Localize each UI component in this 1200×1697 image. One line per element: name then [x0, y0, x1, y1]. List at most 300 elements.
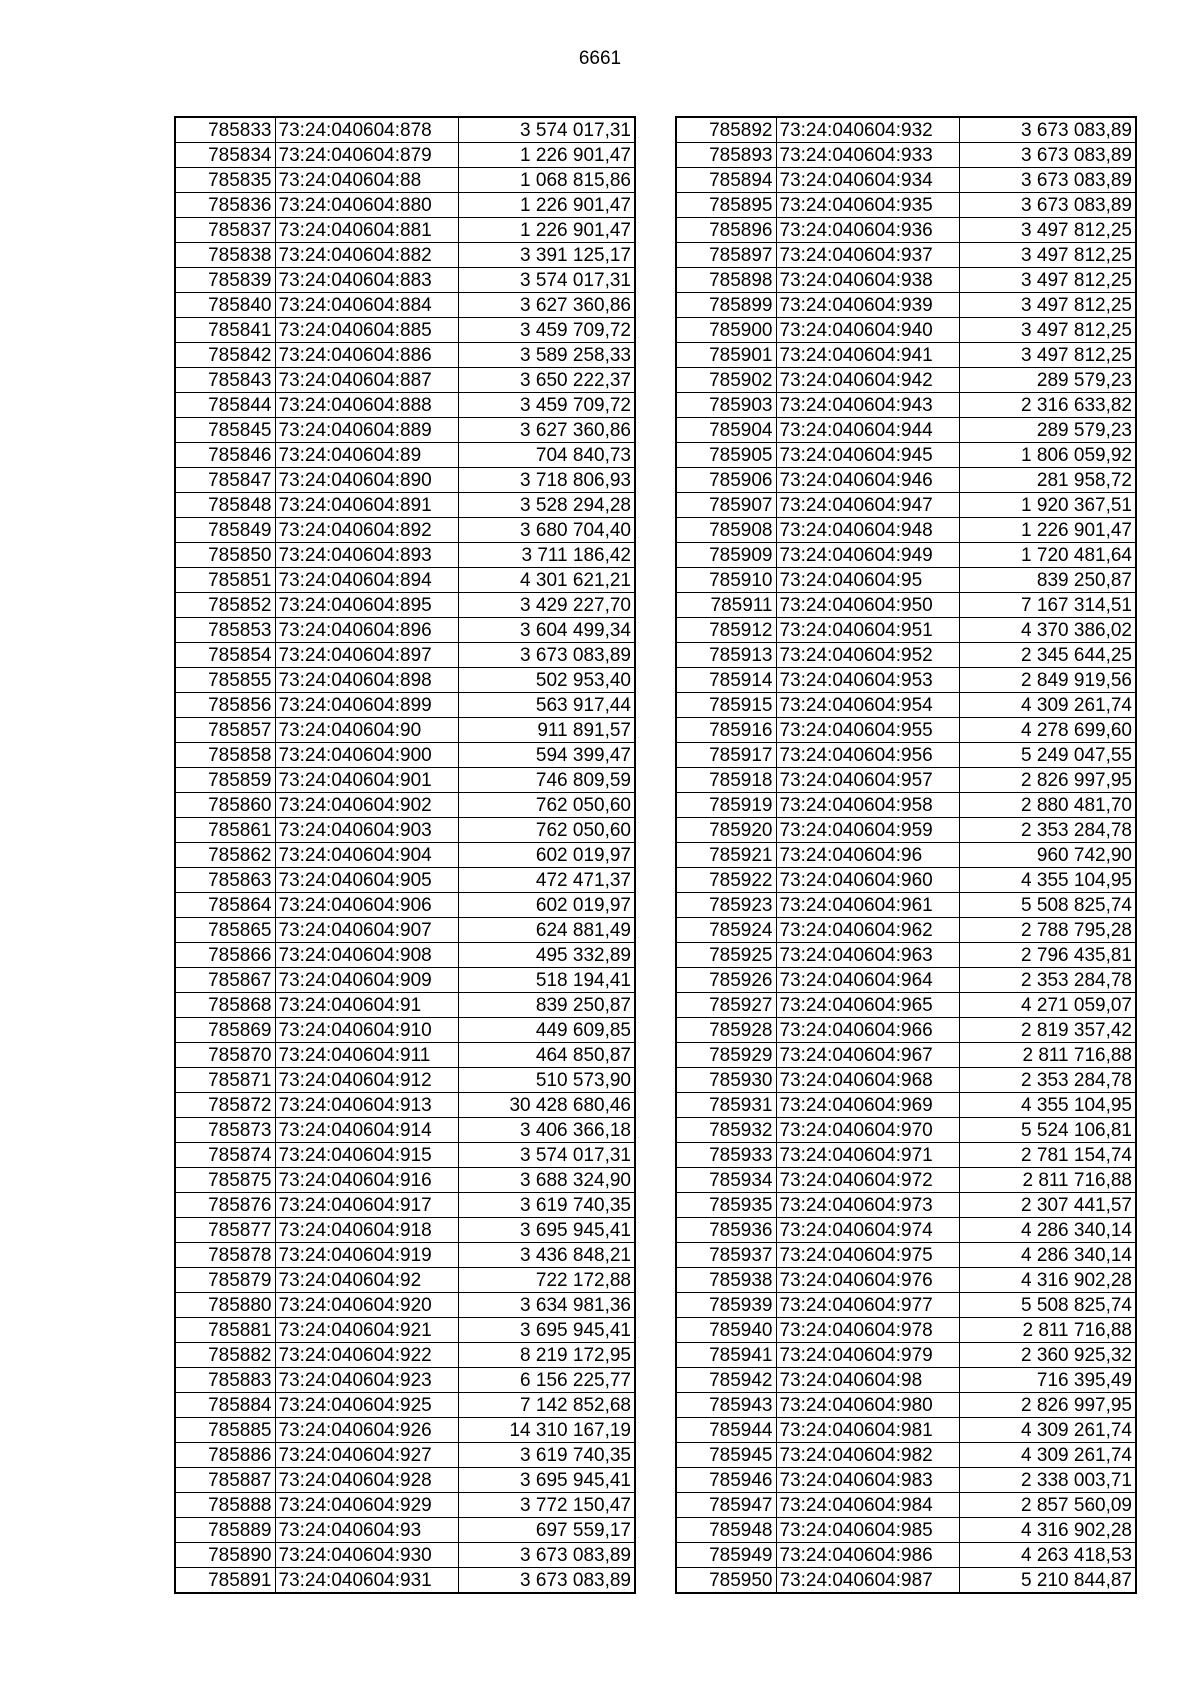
cadastral-value-cell: 2 880 481,70 — [959, 793, 1136, 818]
cadastral-value-cell: 4 355 104,95 — [959, 1093, 1136, 1118]
cadastral-number-cell: 73:24:040604:909 — [275, 968, 458, 993]
cadastral-number-cell: 73:24:040604:892 — [275, 518, 458, 543]
table-row — [175, 493, 635, 518]
cadastral-value-cell: 3 459 709,72 — [458, 318, 635, 343]
table-row — [676, 1068, 1136, 1093]
cadastral-number-cell: 73:24:040604:947 — [776, 493, 959, 518]
table-row — [175, 968, 635, 993]
cadastral-value-cell: 449 609,85 — [458, 1018, 635, 1043]
cadastral-value-cell: 2 796 435,81 — [959, 943, 1136, 968]
cadastral-number-cell: 73:24:040604:956 — [776, 743, 959, 768]
cadastral-value-cell: 3 695 945,41 — [458, 1318, 635, 1343]
cadastral-number-cell: 73:24:040604:985 — [776, 1518, 959, 1543]
row-number-cell: 785930 — [676, 1068, 776, 1093]
table-row — [175, 1093, 635, 1118]
row-number-cell: 785860 — [175, 793, 275, 818]
cadastral-number-cell: 73:24:040604:908 — [275, 943, 458, 968]
cadastral-number-cell: 73:24:040604:891 — [275, 493, 458, 518]
cadastral-number-cell: 73:24:040604:954 — [776, 693, 959, 718]
cadastral-number-cell: 73:24:040604:941 — [776, 343, 959, 368]
row-number-cell: 785931 — [676, 1093, 776, 1118]
row-number-cell: 785915 — [676, 693, 776, 718]
cadastral-number-cell: 73:24:040604:932 — [776, 117, 959, 143]
cadastral-value-cell: 2 811 716,88 — [959, 1318, 1136, 1343]
row-number-cell: 785889 — [175, 1518, 275, 1543]
row-number-cell: 785923 — [676, 893, 776, 918]
row-number-cell: 785935 — [676, 1193, 776, 1218]
cadastral-value-cell: 289 579,23 — [959, 368, 1136, 393]
cadastral-number-cell: 73:24:040604:986 — [776, 1543, 959, 1568]
cadastral-value-cell: 624 881,49 — [458, 918, 635, 943]
row-number-cell: 785835 — [175, 168, 275, 193]
row-number-cell: 785937 — [676, 1243, 776, 1268]
cadastral-value-cell: 3 497 812,25 — [959, 268, 1136, 293]
cadastral-value-cell: 3 459 709,72 — [458, 393, 635, 418]
cadastral-number-cell: 73:24:040604:983 — [776, 1468, 959, 1493]
cadastral-number-cell: 73:24:040604:975 — [776, 1243, 959, 1268]
cadastral-number-cell: 73:24:040604:917 — [275, 1193, 458, 1218]
row-number-cell: 785833 — [175, 117, 275, 143]
cadastral-value-cell: 4 316 902,28 — [959, 1518, 1136, 1543]
cadastral-number-cell: 73:24:040604:887 — [275, 368, 458, 393]
cadastral-value-cell: 3 688 324,90 — [458, 1168, 635, 1193]
row-number-cell: 785928 — [676, 1018, 776, 1043]
cadastral-number-cell: 73:24:040604:938 — [776, 268, 959, 293]
cadastral-number-cell: 73:24:040604:914 — [275, 1118, 458, 1143]
cadastral-number-cell: 73:24:040604:902 — [275, 793, 458, 818]
cadastral-value-cell: 3 497 812,25 — [959, 218, 1136, 243]
cadastral-value-cell: 3 695 945,41 — [458, 1468, 635, 1493]
row-number-cell: 785842 — [175, 343, 275, 368]
row-number-cell: 785946 — [676, 1468, 776, 1493]
table-row — [676, 1143, 1136, 1168]
cadastral-value-cell: 2 826 997,95 — [959, 1393, 1136, 1418]
cadastral-number-cell: 73:24:040604:963 — [776, 943, 959, 968]
row-number-cell: 785868 — [175, 993, 275, 1018]
table-row — [676, 1193, 1136, 1218]
table-row — [676, 518, 1136, 543]
table-row — [175, 418, 635, 443]
cadastral-number-cell: 73:24:040604:958 — [776, 793, 959, 818]
cadastral-value-cell: 3 619 740,35 — [458, 1443, 635, 1468]
cadastral-number-cell: 73:24:040604:948 — [776, 518, 959, 543]
cadastral-value-cell: 2 360 925,32 — [959, 1343, 1136, 1368]
cadastral-value-cell: 3 627 360,86 — [458, 418, 635, 443]
cadastral-number-cell: 73:24:040604:905 — [275, 868, 458, 893]
row-number-cell: 785927 — [676, 993, 776, 1018]
cadastral-number-cell: 73:24:040604:945 — [776, 443, 959, 468]
cadastral-value-cell: 3 718 806,93 — [458, 468, 635, 493]
cadastral-number-cell: 73:24:040604:960 — [776, 868, 959, 893]
cadastral-number-cell: 73:24:040604:912 — [275, 1068, 458, 1093]
cadastral-value-cell: 502 953,40 — [458, 668, 635, 693]
row-number-cell: 785836 — [175, 193, 275, 218]
cadastral-value-cell: 3 650 222,37 — [458, 368, 635, 393]
cadastral-number-cell: 73:24:040604:969 — [776, 1093, 959, 1118]
table-row — [175, 643, 635, 668]
row-number-cell: 785908 — [676, 518, 776, 543]
cadastral-value-cell: 2 819 357,42 — [959, 1018, 1136, 1043]
row-number-cell: 785845 — [175, 418, 275, 443]
cadastral-number-cell: 73:24:040604:879 — [275, 143, 458, 168]
cadastral-number-cell: 73:24:040604:974 — [776, 1218, 959, 1243]
table-row — [676, 218, 1136, 243]
cadastral-number-cell: 73:24:040604:933 — [776, 143, 959, 168]
table-row — [676, 268, 1136, 293]
cadastral-number-cell: 73:24:040604:953 — [776, 668, 959, 693]
cadastral-number-cell: 73:24:040604:966 — [776, 1018, 959, 1043]
row-number-cell: 785864 — [175, 893, 275, 918]
cadastral-value-cell: 2 811 716,88 — [959, 1168, 1136, 1193]
row-number-cell: 785905 — [676, 443, 776, 468]
cadastral-number-cell: 73:24:040604:943 — [776, 393, 959, 418]
table-row — [676, 1343, 1136, 1368]
table-row — [676, 893, 1136, 918]
row-number-cell: 785942 — [676, 1368, 776, 1393]
cadastral-number-cell: 73:24:040604:962 — [776, 918, 959, 943]
row-number-cell: 785898 — [676, 268, 776, 293]
row-number-cell: 785853 — [175, 618, 275, 643]
row-number-cell: 785863 — [175, 868, 275, 893]
cadastral-value-cell: 3 673 083,89 — [458, 1568, 635, 1594]
table-row — [676, 168, 1136, 193]
cadastral-number-cell: 73:24:040604:896 — [275, 618, 458, 643]
row-number-cell: 785884 — [175, 1393, 275, 1418]
cadastral-number-cell: 73:24:040604:88 — [275, 168, 458, 193]
cadastral-number-cell: 73:24:040604:92 — [275, 1268, 458, 1293]
table-row — [676, 493, 1136, 518]
table-row — [676, 943, 1136, 968]
row-number-cell: 785911 — [676, 593, 776, 618]
cadastral-value-cell: 14 310 167,19 — [458, 1418, 635, 1443]
cadastral-number-cell: 73:24:040604:913 — [275, 1093, 458, 1118]
table-row — [676, 968, 1136, 993]
cadastral-value-cell: 563 917,44 — [458, 693, 635, 718]
row-number-cell: 785875 — [175, 1168, 275, 1193]
row-number-cell: 785901 — [676, 343, 776, 368]
table-row — [175, 1143, 635, 1168]
table-row — [676, 117, 1136, 143]
cadastral-value-cell: 2 353 284,78 — [959, 968, 1136, 993]
table-row — [175, 1493, 635, 1518]
cadastral-value-cell: 3 673 083,89 — [959, 168, 1136, 193]
table-row — [676, 593, 1136, 618]
row-number-cell: 785844 — [175, 393, 275, 418]
row-number-cell: 785841 — [175, 318, 275, 343]
cadastral-value-cell: 4 316 902,28 — [959, 1268, 1136, 1293]
cadastral-number-cell: 73:24:040604:987 — [776, 1568, 959, 1594]
table-row — [175, 568, 635, 593]
cadastral-value-cell: 1 226 901,47 — [959, 518, 1136, 543]
table-row — [676, 1043, 1136, 1068]
cadastral-value-cell: 2 345 644,25 — [959, 643, 1136, 668]
cadastral-value-cell: 716 395,49 — [959, 1368, 1136, 1393]
cadastral-value-cell: 1 806 059,92 — [959, 443, 1136, 468]
table-row — [676, 918, 1136, 943]
row-number-cell: 785878 — [175, 1243, 275, 1268]
cadastral-value-cell: 594 399,47 — [458, 743, 635, 768]
cadastral-value-cell: 3 673 083,89 — [458, 643, 635, 668]
row-number-cell: 785870 — [175, 1043, 275, 1068]
table-row — [676, 1018, 1136, 1043]
cadastral-number-cell: 73:24:040604:899 — [275, 693, 458, 718]
cadastral-number-cell: 73:24:040604:973 — [776, 1193, 959, 1218]
row-number-cell: 785945 — [676, 1443, 776, 1468]
table-row — [175, 693, 635, 718]
cadastral-number-cell: 73:24:040604:984 — [776, 1493, 959, 1518]
cadastral-value-cell: 3 589 258,33 — [458, 343, 635, 368]
row-number-cell: 785922 — [676, 868, 776, 893]
row-number-cell: 785950 — [676, 1568, 776, 1594]
table-row — [175, 518, 635, 543]
row-number-cell: 785872 — [175, 1093, 275, 1118]
row-number-cell: 785895 — [676, 193, 776, 218]
cadastral-value-cell: 3 528 294,28 — [458, 493, 635, 518]
cadastral-value-cell: 7 167 314,51 — [959, 593, 1136, 618]
table-row — [676, 1468, 1136, 1493]
cadastral-number-cell: 73:24:040604:915 — [275, 1143, 458, 1168]
cadastral-number-cell: 73:24:040604:949 — [776, 543, 959, 568]
cadastral-value-cell: 4 370 386,02 — [959, 618, 1136, 643]
row-number-cell: 785866 — [175, 943, 275, 968]
table-row — [175, 218, 635, 243]
cadastral-value-cell: 4 286 340,14 — [959, 1218, 1136, 1243]
table-row — [676, 1418, 1136, 1443]
row-number-cell: 785948 — [676, 1518, 776, 1543]
cadastral-value-cell: 3 406 366,18 — [458, 1118, 635, 1143]
cadastral-value-cell: 2 826 997,95 — [959, 768, 1136, 793]
cadastral-value-cell: 5 524 106,81 — [959, 1118, 1136, 1143]
row-number-cell: 785840 — [175, 293, 275, 318]
cadastral-number-cell: 73:24:040604:898 — [275, 668, 458, 693]
row-number-cell: 785855 — [175, 668, 275, 693]
table-row — [676, 468, 1136, 493]
cadastral-value-cell: 3 673 083,89 — [959, 193, 1136, 218]
cadastral-number-cell: 73:24:040604:918 — [275, 1218, 458, 1243]
row-number-cell: 785940 — [676, 1318, 776, 1343]
cadastral-value-cell: 281 958,72 — [959, 468, 1136, 493]
cadastral-number-cell: 73:24:040604:928 — [275, 1468, 458, 1493]
table-row — [676, 1518, 1136, 1543]
table-row — [175, 268, 635, 293]
cadastral-number-cell: 73:24:040604:920 — [275, 1293, 458, 1318]
cadastral-value-cell: 1 226 901,47 — [458, 218, 635, 243]
cadastral-value-cell: 3 673 083,89 — [959, 143, 1136, 168]
cadastral-number-cell: 73:24:040604:942 — [776, 368, 959, 393]
cadastral-value-cell: 510 573,90 — [458, 1068, 635, 1093]
row-number-cell: 785894 — [676, 168, 776, 193]
cadastral-number-cell: 73:24:040604:95 — [776, 568, 959, 593]
cadastral-number-cell: 73:24:040604:977 — [776, 1293, 959, 1318]
row-number-cell: 785849 — [175, 518, 275, 543]
row-number-cell: 785907 — [676, 493, 776, 518]
cadastral-value-cell: 3 604 499,34 — [458, 618, 635, 643]
table-row — [175, 343, 635, 368]
table-row — [676, 1093, 1136, 1118]
table-row — [676, 768, 1136, 793]
row-number-cell: 785882 — [175, 1343, 275, 1368]
table-row — [676, 793, 1136, 818]
cadastral-number-cell: 73:24:040604:979 — [776, 1343, 959, 1368]
row-number-cell: 785903 — [676, 393, 776, 418]
cadastral-value-cell: 2 316 633,82 — [959, 393, 1136, 418]
parcel-table-right — [675, 116, 1137, 1594]
row-number-cell: 785914 — [676, 668, 776, 693]
row-number-cell: 785938 — [676, 1268, 776, 1293]
row-number-cell: 785861 — [175, 818, 275, 843]
row-number-cell: 785876 — [175, 1193, 275, 1218]
cadastral-value-cell: 2 811 716,88 — [959, 1043, 1136, 1068]
cadastral-value-cell: 3 497 812,25 — [959, 343, 1136, 368]
table-row — [676, 243, 1136, 268]
row-number-cell: 785869 — [175, 1018, 275, 1043]
row-number-cell: 785854 — [175, 643, 275, 668]
row-number-cell: 785892 — [676, 117, 776, 143]
row-number-cell: 785850 — [175, 543, 275, 568]
cadastral-number-cell: 73:24:040604:906 — [275, 893, 458, 918]
cadastral-number-cell: 73:24:040604:950 — [776, 593, 959, 618]
row-number-cell: 785885 — [175, 1418, 275, 1443]
row-number-cell: 785913 — [676, 643, 776, 668]
cadastral-number-cell: 73:24:040604:903 — [275, 818, 458, 843]
table-row — [175, 743, 635, 768]
cadastral-value-cell: 2 353 284,78 — [959, 1068, 1136, 1093]
table-row — [676, 1268, 1136, 1293]
row-number-cell: 785856 — [175, 693, 275, 718]
table-row — [676, 418, 1136, 443]
cadastral-number-cell: 73:24:040604:959 — [776, 818, 959, 843]
cadastral-number-cell: 73:24:040604:936 — [776, 218, 959, 243]
cadastral-value-cell: 30 428 680,46 — [458, 1093, 635, 1118]
table-row — [676, 743, 1136, 768]
table-row — [175, 868, 635, 893]
table-row — [175, 1318, 635, 1343]
cadastral-value-cell: 3 497 812,25 — [959, 293, 1136, 318]
cadastral-number-cell: 73:24:040604:952 — [776, 643, 959, 668]
cadastral-number-cell: 73:24:040604:895 — [275, 593, 458, 618]
cadastral-number-cell: 73:24:040604:935 — [776, 193, 959, 218]
table-row — [676, 368, 1136, 393]
cadastral-value-cell: 3 574 017,31 — [458, 1143, 635, 1168]
cadastral-value-cell: 1 720 481,64 — [959, 543, 1136, 568]
table-row — [676, 1168, 1136, 1193]
row-number-cell: 785941 — [676, 1343, 776, 1368]
table-row — [175, 543, 635, 568]
row-number-cell: 785862 — [175, 843, 275, 868]
cadastral-value-cell: 839 250,87 — [458, 993, 635, 1018]
table-row — [676, 1393, 1136, 1418]
cadastral-number-cell: 73:24:040604:923 — [275, 1368, 458, 1393]
table-row — [175, 718, 635, 743]
row-number-cell: 785879 — [175, 1268, 275, 1293]
cadastral-number-cell: 73:24:040604:897 — [275, 643, 458, 668]
cadastral-number-cell: 73:24:040604:886 — [275, 343, 458, 368]
row-number-cell: 785865 — [175, 918, 275, 943]
cadastral-value-cell: 3 627 360,86 — [458, 293, 635, 318]
cadastral-value-cell: 4 309 261,74 — [959, 1443, 1136, 1468]
cadastral-number-cell: 73:24:040604:921 — [275, 1318, 458, 1343]
table-row — [175, 1243, 635, 1268]
row-number-cell: 785859 — [175, 768, 275, 793]
table-row — [676, 393, 1136, 418]
cadastral-value-cell: 602 019,97 — [458, 843, 635, 868]
row-number-cell: 785893 — [676, 143, 776, 168]
table-row — [676, 293, 1136, 318]
table-row — [676, 543, 1136, 568]
cadastral-number-cell: 73:24:040604:90 — [275, 718, 458, 743]
cadastral-value-cell: 2 781 154,74 — [959, 1143, 1136, 1168]
table-row — [175, 1293, 635, 1318]
table-row — [676, 443, 1136, 468]
row-number-cell: 785857 — [175, 718, 275, 743]
table-row — [175, 618, 635, 643]
table-row — [175, 143, 635, 168]
cadastral-value-cell: 911 891,57 — [458, 718, 635, 743]
row-number-cell: 785858 — [175, 743, 275, 768]
cadastral-number-cell: 73:24:040604:971 — [776, 1143, 959, 1168]
table-row — [175, 117, 635, 143]
table-row — [676, 718, 1136, 743]
row-number-cell: 785890 — [175, 1543, 275, 1568]
table-row — [175, 468, 635, 493]
cadastral-number-cell: 73:24:040604:881 — [275, 218, 458, 243]
table-row — [175, 1543, 635, 1568]
table-row — [676, 1243, 1136, 1268]
table-row — [676, 143, 1136, 168]
row-number-cell: 785918 — [676, 768, 776, 793]
cadastral-number-cell: 73:24:040604:964 — [776, 968, 959, 993]
row-number-cell: 785883 — [175, 1368, 275, 1393]
table-row — [676, 618, 1136, 643]
cadastral-number-cell: 73:24:040604:982 — [776, 1443, 959, 1468]
cadastral-value-cell: 4 301 621,21 — [458, 568, 635, 593]
cadastral-value-cell: 3 497 812,25 — [959, 318, 1136, 343]
cadastral-value-cell: 5 508 825,74 — [959, 893, 1136, 918]
cadastral-value-cell: 722 172,88 — [458, 1268, 635, 1293]
cadastral-number-cell: 73:24:040604:883 — [275, 268, 458, 293]
table-row — [175, 768, 635, 793]
row-number-cell: 785949 — [676, 1543, 776, 1568]
table-row — [175, 193, 635, 218]
cadastral-value-cell: 697 559,17 — [458, 1518, 635, 1543]
table-row — [676, 1118, 1136, 1143]
row-number-cell: 785900 — [676, 318, 776, 343]
cadastral-value-cell: 1 068 815,86 — [458, 168, 635, 193]
table-row — [175, 318, 635, 343]
cadastral-value-cell: 4 286 340,14 — [959, 1243, 1136, 1268]
table-row — [175, 1343, 635, 1368]
cadastral-number-cell: 73:24:040604:91 — [275, 993, 458, 1018]
row-number-cell: 785852 — [175, 593, 275, 618]
cadastral-value-cell: 1 226 901,47 — [458, 193, 635, 218]
table-row — [676, 693, 1136, 718]
table-row — [175, 1218, 635, 1243]
table-row — [175, 993, 635, 1018]
table-row — [676, 993, 1136, 1018]
table-row — [175, 593, 635, 618]
cadastral-value-cell: 3 429 227,70 — [458, 593, 635, 618]
table-row — [175, 1443, 635, 1468]
row-number-cell: 785880 — [175, 1293, 275, 1318]
cadastral-number-cell: 73:24:040604:940 — [776, 318, 959, 343]
table-row — [175, 1068, 635, 1093]
cadastral-value-cell: 4 271 059,07 — [959, 993, 1136, 1018]
table-row — [175, 1118, 635, 1143]
cadastral-number-cell: 73:24:040604:890 — [275, 468, 458, 493]
cadastral-value-cell: 6 156 225,77 — [458, 1368, 635, 1393]
cadastral-number-cell: 73:24:040604:926 — [275, 1418, 458, 1443]
cadastral-number-cell: 73:24:040604:900 — [275, 743, 458, 768]
